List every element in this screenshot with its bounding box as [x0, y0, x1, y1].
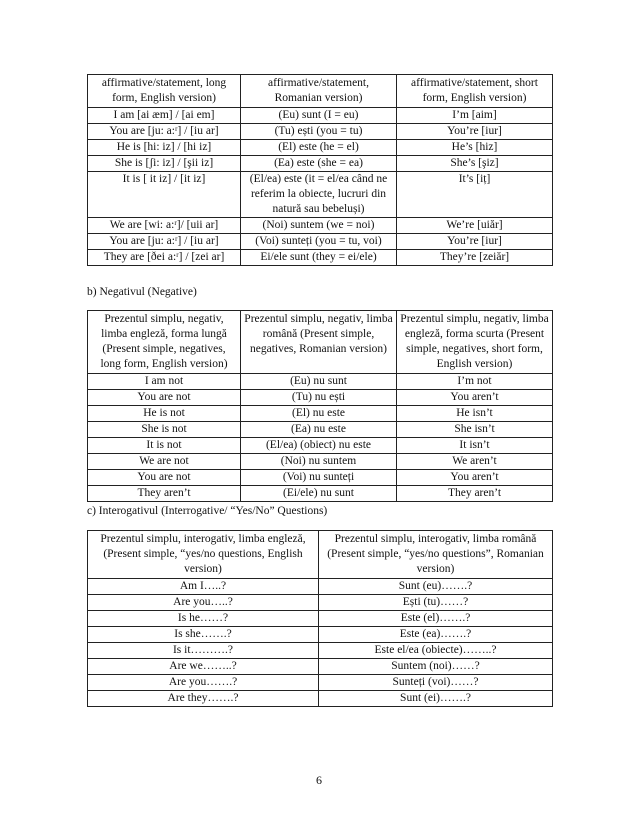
header-cell: affirmative/statement, Romanian version)	[241, 75, 397, 108]
table-cell: (Eu) nu sunt	[241, 374, 397, 390]
table-row	[88, 659, 553, 675]
table-cell: Suntem (noi)……?	[319, 659, 553, 675]
table-cell: Este (el)…….?	[319, 611, 553, 627]
table-cell: She isn’t	[397, 422, 553, 438]
table-cell: I’m [aim]	[397, 108, 553, 124]
table-cell: You aren’t	[397, 470, 553, 486]
table-cell: Este (ea)…….?	[319, 627, 553, 643]
header-cell: Prezentul simplu, interogativ, limba română (Present simple, “yes/no questions”, Romanian version)	[319, 531, 553, 579]
table-cell: (Ei/ele) nu sunt	[241, 486, 397, 502]
table-row	[88, 422, 553, 438]
table-row	[88, 595, 553, 611]
table-cell: They aren’t	[88, 486, 241, 502]
table-row	[88, 250, 553, 266]
header-cell: affirmative/statement, long form, English version)	[88, 75, 241, 108]
table-cell: He isn’t	[397, 406, 553, 422]
table-cell: Sunt (eu)…….?	[319, 579, 553, 595]
table-cell: Are you…..?	[88, 595, 319, 611]
table-header-row	[88, 311, 553, 374]
table-row	[88, 234, 553, 250]
table-cell: Am I…..?	[88, 579, 319, 595]
table-cell: I am [ai æm] / [ai em]	[88, 108, 241, 124]
table-cell: Is she…….?	[88, 627, 319, 643]
table-cell: (Tu) nu ești	[241, 390, 397, 406]
table-cell: They’re [zeiăr]	[397, 250, 553, 266]
table-cell: They aren’t	[397, 486, 553, 502]
table-row	[88, 675, 553, 691]
header-cell: Prezentul simplu, negativ, limba engleză, forma scurta (Present simple, negatives, short form, English version)	[397, 311, 553, 374]
table-row	[88, 156, 553, 172]
interrogative-table	[87, 530, 553, 707]
table-row	[88, 140, 553, 156]
table-cell: (Noi) suntem (we = noi)	[241, 218, 397, 234]
table-row	[88, 627, 553, 643]
table-row	[88, 374, 553, 390]
table-cell: We are [wi: a:ʳ]/ [uii ar]	[88, 218, 241, 234]
table-cell: We aren’t	[397, 454, 553, 470]
table-cell: (El) este (he = el)	[241, 140, 397, 156]
negative-section-heading: b) Negativul (Negative)	[87, 286, 197, 298]
page-number: 6	[316, 773, 322, 787]
table-cell: You’re [iur]	[397, 234, 553, 250]
table-cell: (El/ea) (obiect) nu este	[241, 438, 397, 454]
header-cell: affirmative/statement, short form, English version)	[397, 75, 553, 108]
table-row	[88, 218, 553, 234]
table-cell: You’re [iur]	[397, 124, 553, 140]
table-cell: It’s [iț]	[397, 172, 553, 218]
table-header-row	[88, 531, 553, 579]
header-cell: Prezentul simplu, interogativ, limba engleză, (Present simple, “yes/no questions, English version)	[88, 531, 319, 579]
table-row	[88, 124, 553, 140]
table-row	[88, 643, 553, 659]
table-cell: (Ea) este (she = ea)	[241, 156, 397, 172]
table-cell: (Tu) ești (you = tu)	[241, 124, 397, 140]
table-row	[88, 579, 553, 595]
table-cell: Sunt (ei)…….?	[319, 691, 553, 707]
table-cell: They are [ðei a:ʳ] / [zei ar]	[88, 250, 241, 266]
table-cell: Are you…….?	[88, 675, 319, 691]
table-cell: (El) nu este	[241, 406, 397, 422]
table-cell: You aren’t	[397, 390, 553, 406]
table-cell: Ești (tu)……?	[319, 595, 553, 611]
affirmative-table	[87, 74, 553, 266]
table-cell: We are not	[88, 454, 241, 470]
table-cell: (Eu) sunt (I = eu)	[241, 108, 397, 124]
table-cell: I am not	[88, 374, 241, 390]
table-row	[88, 454, 553, 470]
table-cell: Sunteți (voi)……?	[319, 675, 553, 691]
negative-table	[87, 310, 553, 502]
table-row	[88, 438, 553, 454]
table-row	[88, 108, 553, 124]
table-row	[88, 390, 553, 406]
table-cell: It isn’t	[397, 438, 553, 454]
table-cell: (Voi) nu sunteți	[241, 470, 397, 486]
table-row	[88, 406, 553, 422]
table-cell: (Noi) nu suntem	[241, 454, 397, 470]
table-cell: You are [ju: a:ʳ] / [iu ar]	[88, 124, 241, 140]
table-cell: We’re [uiăr]	[397, 218, 553, 234]
table-cell: Are they…….?	[88, 691, 319, 707]
header-cell: Prezentul simplu, negativ, limba română (Present simple, negatives, Romanian version)	[241, 311, 397, 374]
table-cell: She’s [şiz]	[397, 156, 553, 172]
table-cell: Are we……..?	[88, 659, 319, 675]
table-cell: I’m not	[397, 374, 553, 390]
table-cell: (Ea) nu este	[241, 422, 397, 438]
table-cell: It is [ it iz] / [it iz]	[88, 172, 241, 218]
table-row	[88, 172, 553, 218]
header-cell: Prezentul simplu, negativ, limba engleză, forma lungă (Present simple, negatives, long form, English version)	[88, 311, 241, 374]
table-cell: You are not	[88, 470, 241, 486]
table-cell: Ei/ele sunt (they = ei/ele)	[241, 250, 397, 266]
table-row	[88, 486, 553, 502]
table-cell: It is not	[88, 438, 241, 454]
table-cell: (Voi) sunteți (you = tu, voi)	[241, 234, 397, 250]
table-cell: He is not	[88, 406, 241, 422]
table-header-row	[88, 75, 553, 108]
table-cell: You are not	[88, 390, 241, 406]
table-row	[88, 611, 553, 627]
table-row	[88, 470, 553, 486]
table-row	[88, 691, 553, 707]
table-cell: Este el/ea (obiecte)……..?	[319, 643, 553, 659]
table-cell: (El/ea) este (it = el/ea când ne referim la obiecte, lucruri din natură sau bebeluși)	[241, 172, 397, 218]
table-cell: She is not	[88, 422, 241, 438]
table-cell: You are [ju: a:ʳ] / [iu ar]	[88, 234, 241, 250]
table-cell: He’s [hiz]	[397, 140, 553, 156]
table-cell: Is it……….?	[88, 643, 319, 659]
table-cell: She is [ʃi: iz] / [şii iz]	[88, 156, 241, 172]
table-cell: Is he……?	[88, 611, 319, 627]
interrogative-section-heading: c) Interogativul (Interrogative/ “Yes/No” Questions)	[87, 505, 328, 517]
table-cell: He is [hi: iz] / [hi iz]	[88, 140, 241, 156]
